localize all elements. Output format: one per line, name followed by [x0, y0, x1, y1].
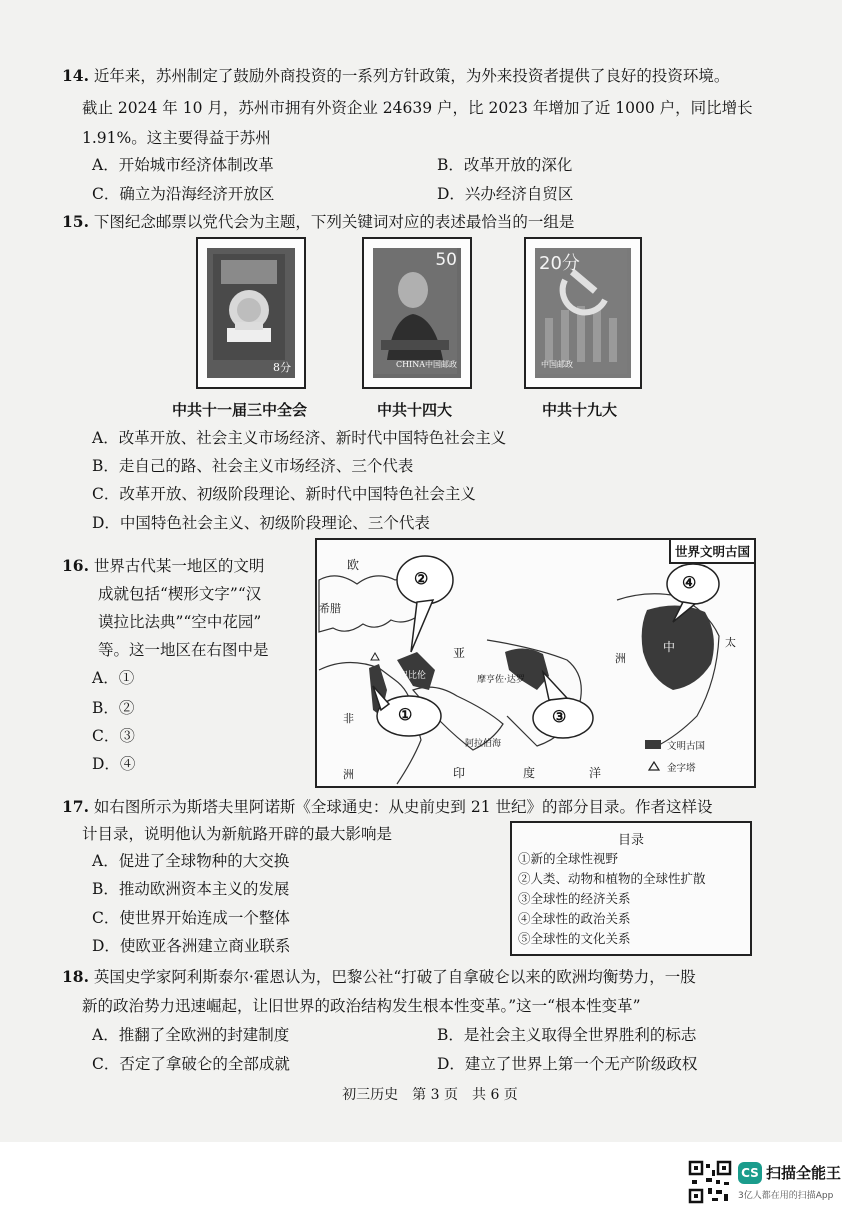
- map-label-fei: 非: [343, 712, 354, 725]
- qr-code-icon: [688, 1160, 732, 1204]
- scanner-name: 扫描全能王: [766, 1164, 842, 1182]
- toc-item-4: ④全球性的政治关系: [518, 911, 631, 926]
- q18-number: 18.: [62, 967, 89, 986]
- map-label-mohenjo: 摩亨佐·达罗: [477, 675, 525, 685]
- stamp-third-plenum: [196, 237, 306, 389]
- map-label-ya: 亚: [453, 646, 466, 660]
- q14-number: 14.: [62, 66, 89, 85]
- map-label-zhou2: 洲: [343, 768, 354, 781]
- q14-option-b[interactable]: B．改革开放的深化: [437, 156, 573, 174]
- q14-line1: [62, 66, 729, 86]
- map-label-yang: 洋: [589, 766, 602, 780]
- stamp-19th-congress-label: 中国邮政: [541, 360, 573, 369]
- stamp-14th-congress: [362, 237, 472, 389]
- map-title: 世界文明古国: [669, 540, 754, 564]
- stamp-third-plenum-value: 8分: [273, 361, 291, 374]
- q16-option-d[interactable]: D．④: [92, 755, 136, 773]
- q15-line1: [62, 212, 574, 232]
- map-callout-1: ①: [398, 705, 413, 724]
- q14-option-a[interactable]: A．开始城市经济体制改革: [92, 156, 274, 174]
- map-label-ou: 欧: [347, 558, 360, 572]
- q16-option-c[interactable]: C．③: [92, 727, 135, 745]
- map-legend-civilization: 文明古国: [667, 741, 706, 752]
- q15-number: 15.: [62, 212, 89, 231]
- stamp-third-plenum-art: [207, 248, 291, 374]
- q17-option-a[interactable]: A．促进了全球物种的大交换: [92, 852, 290, 870]
- stamp-14th-congress-image: [373, 248, 461, 378]
- q14-option-c[interactable]: C．确立为沿海经济开放区: [92, 185, 275, 203]
- q17-stem-1: 如右图所示为斯塔夫里阿诺斯《全球通史：从史前史到 21 世纪》的部分目录。作者这样设: [93, 798, 713, 816]
- stamp-third-plenum-caption: 中共十一届三中全会: [172, 401, 308, 419]
- q17-line1: [62, 797, 713, 817]
- map-label-babylon: 巴比伦: [399, 671, 427, 681]
- map-callout-4: ④: [682, 573, 697, 592]
- q14-line2: 截止 2024 年 10 月，苏州市拥有外资企业 24639 户，比 2023 年增加了近 1000 户，同比增长: [82, 99, 753, 117]
- q17-option-d[interactable]: D．使欧亚各洲建立商业联系: [92, 937, 291, 955]
- map-callout-2: ②: [414, 569, 429, 588]
- toc-item-5: ⑤全球性的文化关系: [518, 931, 631, 946]
- scanner-tagline: 3亿人都在用的扫描App: [738, 1191, 834, 1201]
- q15-option-d[interactable]: D．中国特色社会主义、初级阶段理论、三个代表: [92, 514, 430, 532]
- q18-option-b[interactable]: B．是社会主义取得全世界胜利的标志: [437, 1026, 697, 1044]
- stamp-19th-congress-image: [535, 248, 631, 378]
- stamp-14th-congress-caption: 中共十四大: [377, 401, 453, 419]
- q15-option-b[interactable]: B．走自己的路、社会主义市场经济、三个代表: [92, 457, 414, 475]
- toc-item-3: ③全球性的经济关系: [518, 891, 631, 906]
- q14-line3: 1.91%。这主要得益于苏州: [82, 129, 271, 147]
- map-label-yin: 印: [453, 766, 466, 780]
- map-label-xila: 希腊: [319, 602, 341, 615]
- q16-stem-1: 世界古代某一地区的文明: [93, 557, 265, 575]
- q14-stem-1: 近年来，苏州制定了鼓励外商投资的一系列方针政策，为外来投资者提供了良好的投资环境。: [93, 67, 730, 85]
- q18-line2: 新的政治势力迅速崛起，让旧世界的政治结构发生根本性变革。”这一“根本性变革”: [82, 997, 641, 1015]
- q15-option-a[interactable]: A．改革开放、社会主义市场经济、新时代中国特色社会主义: [92, 429, 507, 447]
- q16-line4: 等。这一地区在右图中是: [98, 641, 269, 659]
- world-civilizations-map: [315, 538, 756, 788]
- q17-line2: 计目录，说明他认为新航路开辟的最大影响是: [82, 825, 393, 843]
- q16-line2: 成就包括“楔形文字”“汉: [98, 585, 262, 603]
- q17-number: 17.: [62, 797, 89, 816]
- toc-item-1: ①新的全球性视野: [518, 851, 619, 866]
- stamp-19th-congress-caption: 中共十九大: [542, 401, 618, 419]
- stamp-third-plenum-image: [207, 248, 295, 378]
- q17-option-b[interactable]: B．推动欧洲资本主义的发展: [92, 880, 290, 898]
- q18-line1: [62, 967, 696, 987]
- scanner-badge: CS: [738, 1162, 762, 1184]
- q16-option-b[interactable]: B．②: [92, 699, 135, 717]
- page-footer: 初三历史 第 3 页 共 6 页: [342, 1087, 518, 1103]
- q15-option-c[interactable]: C．改革开放、初级阶段理论、新时代中国特色社会主义: [92, 485, 476, 503]
- q18-option-a[interactable]: A．推翻了全欧洲的封建制度: [92, 1026, 290, 1044]
- book-table-of-contents: [510, 821, 752, 956]
- map-label-tai: 太: [725, 636, 736, 649]
- map-callout-3: ③: [552, 707, 567, 726]
- map-label-zhou: 洲: [615, 652, 626, 665]
- q16-line3: 谟拉比法典”“空中花园”: [98, 613, 262, 631]
- q16-line1: [62, 556, 264, 576]
- stamp-19th-congress-value: 20分: [539, 253, 580, 274]
- stamp-19th-congress: [524, 237, 642, 389]
- q18-option-c[interactable]: C．否定了拿破仑的全部成就: [92, 1055, 290, 1073]
- q18-option-d[interactable]: D．建立了世界上第一个无产阶级政权: [437, 1055, 698, 1073]
- stamp-14th-congress-value: 50: [435, 250, 457, 270]
- q15-stem: 下图纪念邮票以党代会为主题，下列关键词对应的表述最恰当的一组是: [93, 213, 575, 231]
- map-label-zhong: 中: [663, 640, 676, 654]
- q14-option-d[interactable]: D．兴办经济自贸区: [437, 185, 574, 203]
- stamp-14th-congress-label: CHINA中国邮政: [395, 360, 457, 369]
- q16-number: 16.: [62, 556, 89, 575]
- q17-option-c[interactable]: C．使世界开始连成一个整体: [92, 909, 290, 927]
- toc-title: 目录: [617, 833, 644, 848]
- map-legend-pyramid: 金字塔: [667, 763, 696, 774]
- map-label-arabia: 阿拉伯海: [465, 739, 502, 749]
- toc-item-2: ②人类、动物和植物的全球性扩散: [518, 871, 706, 886]
- q18-stem-1: 英国史学家阿利斯泰尔·霍恩认为，巴黎公社“打破了自拿破仑以来的欧洲均衡势力，一股: [93, 968, 696, 986]
- q16-option-a[interactable]: A．①: [92, 669, 135, 687]
- map-label-du: 度: [523, 766, 536, 780]
